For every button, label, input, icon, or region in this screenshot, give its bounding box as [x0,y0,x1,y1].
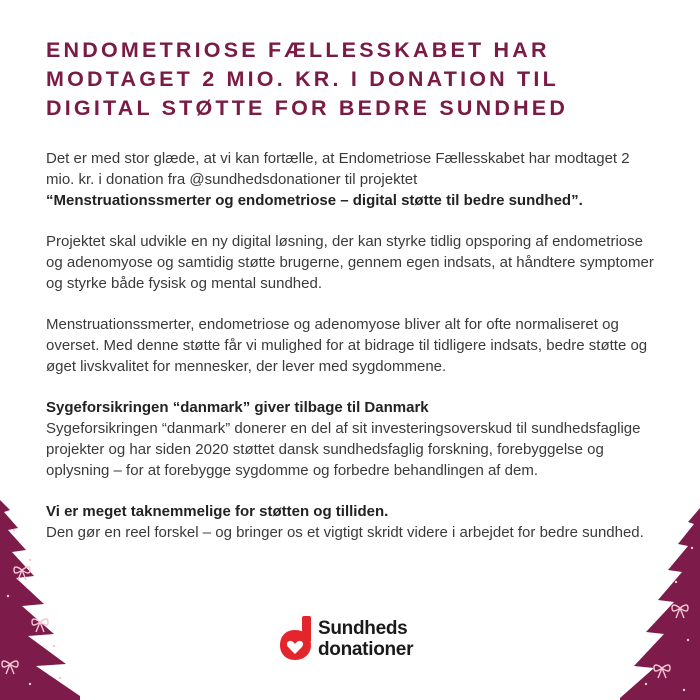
headline [46,36,666,123]
headline-line-3: DIGITAL STØTTE FOR BEDRE SUNDHED [46,96,569,120]
right-christmas-tree-illustration [616,508,700,700]
danmark-text: Sygeforsikringen “danmark” donerer en del af sit investeringsoverskud til sundhedsfaglige projekter og har siden 2020 støttet dansk sundhedsfaglig forskning, forebyggelse og oplysning – for at forebygge sygdomme og forbedre behandlingen af dem. [46,420,641,479]
left-christmas-tree-illustration [0,500,92,700]
project-title: “Menstruationssmerter og endometriose – digital støtte til bedre sundhed”. [46,192,583,209]
paragraph-normalised: Menstruationssmerter, endometriose og adenomyose bliver alt for ofte normaliseret og overset. Med denne støtte får vi mulighed for at bidrage til tidligere indsats, bedre støtte og øget livskvalitet for mennesker, der lever med sygdommene. [46,316,648,375]
headline-line-2: MODTAGET 2 MIO. KR. I DONATION TIL [46,67,559,91]
danmark-heading: Sygeforsikringen “danmark” giver tilbage til Danmark [46,399,429,416]
article-body [46,148,656,563]
sundhedsdonationer-logo [278,616,413,662]
logo-line-2: donationer [318,639,414,660]
d-heart-logo-icon [278,616,314,662]
logo-wordmark [318,618,413,660]
paragraph-project: Projektet skal udvikle en ny digital løsning, der kan styrke tidlig opsporing af endometriose og adenomyose og samtidig støtte brugerne, gennem egen indsats, at håndtere symptomer og styrke både fysisk og mental sundhed. [46,233,654,292]
headline-line-1: ENDOMETRIOSE FÆLLESSKABET HAR [46,38,550,62]
paragraph-danmark [46,397,656,481]
intro-text: Det er med stor glæde, at vi kan fortælle, at Endometriose Fællesskabet har modtaget 2 mio. kr. i donation fra @sundhedsdonationer til projektet [46,150,630,188]
logo-line-1: Sundheds [318,618,408,639]
thanks-heading: Vi er meget taknemmelige for støtten og tilliden. [46,503,389,520]
thanks-text: Den gør en reel forskel – og bringer os et vigtigt skridt videre i arbejdet for bedre sundhed. [46,524,644,541]
paragraph-thanks [46,501,656,543]
paragraph-intro [46,148,656,211]
